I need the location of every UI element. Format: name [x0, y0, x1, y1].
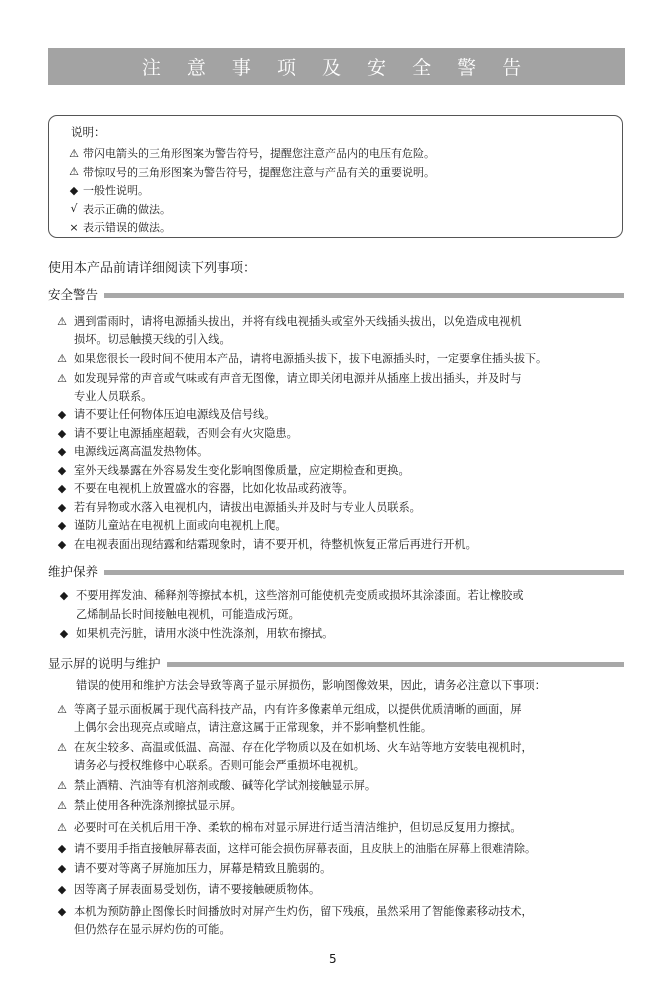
- diamond-bullet-icon: ◆: [59, 627, 69, 640]
- section-heading-maintenance: [48, 562, 624, 580]
- warning-triangle-icon: ⚠: [57, 779, 67, 792]
- section-title: 安全警告: [48, 287, 99, 302]
- diamond-bullet-icon: ◆: [57, 842, 67, 855]
- section-note: 错误的使用和维护方法会导致等离子显示屏损伤，影响图像效果，因此，请务必注意以下事项：: [76, 679, 546, 692]
- legend-row: [65, 218, 622, 237]
- section-title: 显示屏的说明与维护: [48, 656, 161, 671]
- item-text: 不要用挥发油、稀释剂等擦拭本机，这些溶剂可能使机壳变质或损坏其涂漆面。若让橡胶或: [76, 589, 524, 602]
- warning-triangle-icon: ⚠: [57, 821, 67, 834]
- warning-triangle-icon: ⚠: [57, 315, 67, 328]
- diamond-bullet-icon: ◆: [57, 538, 67, 551]
- item-text: 必要时可在关机后用干净、柔软的棉布对显示屏进行适当清洁维护，但切忌反复用力擦拭。: [74, 821, 522, 834]
- intro-text: 使用本产品前请详细阅读下列事项：: [48, 261, 257, 276]
- check-mark-icon: √: [70, 202, 78, 216]
- legend-row: [65, 144, 622, 163]
- warning-triangle-icon: ⚠: [57, 799, 67, 812]
- item-text: 谨防儿童站在电视机上面或向电视机上爬。: [74, 519, 287, 532]
- cross-mark-icon: ×: [69, 220, 79, 234]
- item-text: 如发现异常的声音或气味或有声音无图像，请立即关闭电源并从插座上拔出插头，并及时与: [74, 372, 522, 385]
- item-text: 因等离子屏表面易受划伤，请不要接触硬质物体。: [74, 883, 321, 896]
- legend-text: 带闪电箭头的三角形图案为警告符号，提醒您注意产品内的电压有危险。: [83, 147, 435, 161]
- diamond-bullet-icon: ◆: [57, 408, 67, 421]
- diamond-bullet-icon: ◆: [57, 519, 67, 532]
- diamond-bullet-icon: ◆: [57, 862, 67, 875]
- item-text: 在电视表面出现结露和结霜现象时，请不要开机，待整机恢复正常后再进行开机。: [74, 538, 477, 551]
- item-text-continuation: 请务必与授权维修中心联系。否则可能会严重损坏电视机。: [74, 759, 365, 772]
- diamond-bullet-icon: ◆: [57, 445, 67, 458]
- warning-triangle-icon: ⚠: [57, 352, 67, 365]
- item-text: 请不要对等离子屏施加压力，屏幕是精致且脆弱的。: [74, 862, 332, 875]
- warning-triangle-icon: ⚠: [69, 165, 79, 179]
- section-heading-safety: [48, 285, 624, 303]
- legend-text: 带惊叹号的三角形图案为警告符号，提醒您注意与产品有关的重要说明。: [83, 165, 435, 179]
- diamond-bullet-icon: ◆: [57, 482, 67, 495]
- section-rule: [104, 570, 624, 575]
- section-rule: [167, 662, 624, 667]
- section-title: 维护保养: [48, 564, 99, 579]
- legend-text: 表示正确的做法。: [83, 202, 171, 216]
- section-heading-display: [48, 654, 624, 672]
- diamond-bullet-icon: ◆: [57, 464, 67, 477]
- page-title: 注 意 事 项 及 安 全 警 告: [48, 48, 625, 85]
- item-text: 禁止使用各种洗涤剂擦拭显示屏。: [74, 799, 242, 812]
- item-text: 请不要用手指直接触屏幕表面，这样可能会损伤屏幕表面，且皮肤上的油脂在屏幕上很难清除。: [74, 842, 536, 855]
- section-rule: [104, 293, 624, 298]
- warning-triangle-icon: ⚠: [57, 703, 67, 716]
- item-text: 电源线远离高温发热物体。: [74, 445, 209, 458]
- item-text: 在灰尘较多、高温或低温、高湿、存在化学物质以及在如机场、火车站等地方安装电视机时，: [74, 741, 533, 754]
- legend-heading: 说明：: [71, 125, 106, 139]
- item-text: 本机为预防静止图像长时间播放时对屏产生灼伤，留下残痕，虽然采用了智能像素移动技术，: [74, 905, 533, 918]
- diamond-bullet-icon: ◆: [57, 905, 67, 918]
- item-text: 如果机壳污脏，请用水淡中性洗涤剂，用软布擦拭。: [76, 627, 334, 640]
- item-text: 遇到雷雨时，请将电源插头拔出，并将有线电视插头或室外天线插头拔出，以免造成电视机: [74, 315, 522, 328]
- page-number: 5: [329, 952, 337, 966]
- item-text: 禁止酒精、汽油等有机溶剂或酸、碱等化学试剂接触显示屏。: [74, 779, 377, 792]
- warning-triangle-icon: ⚠: [69, 146, 79, 160]
- diamond-bullet-icon: ◆: [59, 589, 69, 602]
- warning-triangle-icon: ⚠: [57, 372, 67, 385]
- item-text: 室外天线暴露在外容易发生变化影响图像质量，应定期检查和更换。: [74, 464, 410, 477]
- diamond-bullet-icon: ◆: [57, 501, 67, 514]
- item-text: 请不要让电源插座超载，否则会有火灾隐患。: [74, 427, 298, 440]
- legend-box: [48, 115, 623, 238]
- item-text: 如果您很长一段时间不使用本产品，请将电源插头拔下，拔下电源插头时，一定要拿住插头拔下。: [74, 352, 547, 365]
- item-text: 等离子显示面板属于现代高科技产品，内有许多像素单元组成，以提供优质清晰的画面，屏: [74, 703, 522, 716]
- item-text: 不要在电视机上放置盛水的容器，比如化妆品或药液等。: [74, 482, 354, 495]
- legend-row: [65, 181, 622, 200]
- item-text-continuation: 专业人员联系。: [74, 390, 153, 403]
- item-text: 请不要让任何物体压迫电源线及信号线。: [74, 408, 276, 421]
- legend-row: [65, 163, 622, 182]
- legend-text: 表示错误的做法。: [83, 221, 171, 235]
- item-text-continuation: 上偶尔会出现亮点或暗点，请注意这属于正常现象，并不影响整机性能。: [74, 721, 433, 734]
- item-text: 若有异物或水落入电视机内，请拔出电源插头并及时与专业人员联系。: [74, 501, 421, 514]
- item-text-continuation: 但仍然存在显示屏灼伤的可能。: [74, 923, 231, 936]
- item-text-continuation: 损坏。切忌触摸天线的引入线。: [74, 333, 231, 346]
- legend-row: [65, 200, 622, 219]
- warning-triangle-icon: ⚠: [57, 741, 67, 754]
- diamond-bullet-icon: ◆: [57, 883, 67, 896]
- diamond-bullet-icon: ◆: [69, 183, 79, 197]
- legend-text: 一般性说明。: [83, 184, 149, 198]
- item-text-continuation: 乙烯制品长时间接触电视机，可能造成污斑。: [76, 608, 300, 621]
- diamond-bullet-icon: ◆: [57, 427, 67, 440]
